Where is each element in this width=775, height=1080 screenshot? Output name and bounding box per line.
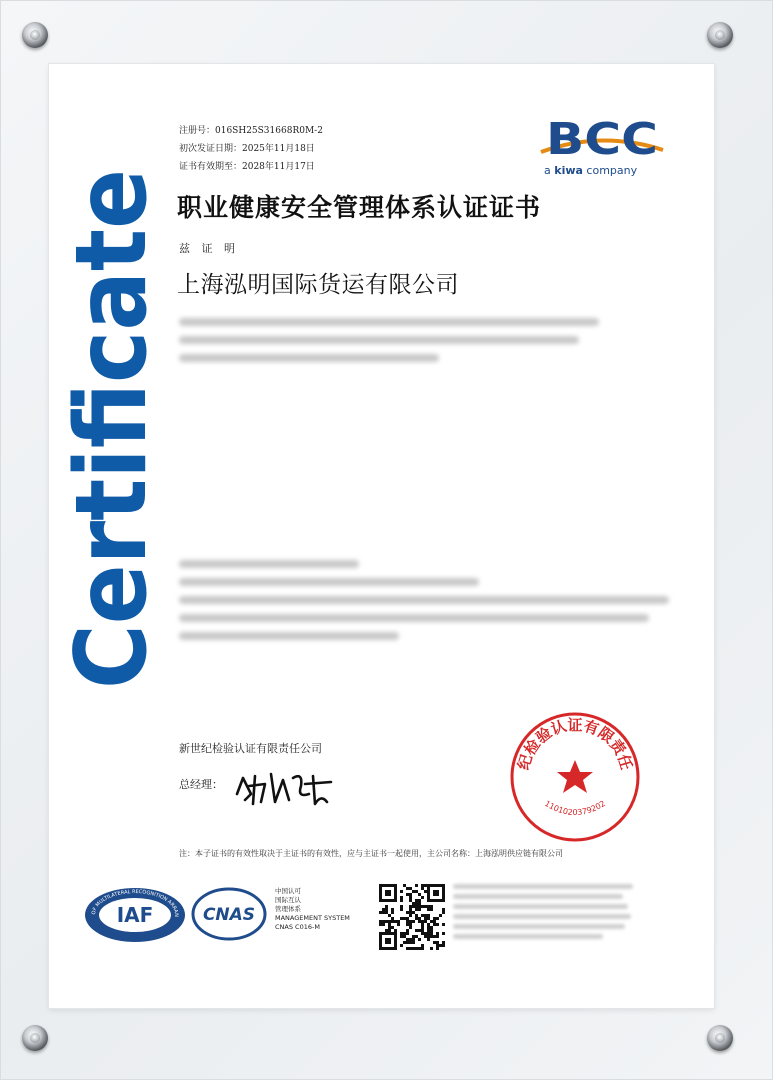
qr-module	[406, 932, 409, 935]
qr-module	[418, 947, 421, 950]
iaf-ring-text: OF MULTILATERAL RECOGNITION ARRAN	[90, 888, 180, 917]
qr-module	[406, 911, 409, 914]
qr-module	[421, 905, 424, 908]
qr-module	[427, 938, 430, 941]
qr-module	[424, 935, 427, 938]
issuer-name: 新世纪检验认证有限责任公司	[179, 742, 322, 755]
mount-screw-bottom-left	[22, 1025, 48, 1051]
qr-module	[418, 899, 421, 902]
qr-module	[400, 890, 403, 893]
qr-module	[385, 908, 388, 911]
qr-module	[415, 908, 418, 911]
qr-module	[412, 941, 415, 944]
qr-module	[406, 938, 409, 941]
certificate-title: 职业健康安全管理体系认证证书	[177, 193, 542, 222]
qr-module	[442, 923, 445, 926]
qr-module	[400, 896, 403, 899]
qr-module	[424, 920, 427, 923]
qr-module	[406, 941, 409, 944]
qr-module	[415, 890, 418, 893]
qr-module	[418, 893, 421, 896]
qr-module	[430, 932, 433, 935]
qr-module	[421, 923, 424, 926]
qr-module	[418, 929, 421, 932]
qr-module	[424, 905, 427, 908]
qr-module	[409, 899, 412, 902]
qr-module	[421, 884, 424, 887]
qr-module	[415, 905, 418, 908]
qr-module	[403, 932, 406, 935]
qr-module	[400, 935, 403, 938]
qr-module	[427, 905, 430, 908]
qr-module	[427, 917, 430, 920]
qr-module	[433, 923, 436, 926]
qr-module	[442, 932, 445, 935]
qr-module	[415, 899, 418, 902]
qr-module	[430, 908, 433, 911]
qr-module	[415, 935, 418, 938]
bcc-logo-text: BCC	[546, 114, 658, 165]
qr-module	[412, 902, 415, 905]
qr-module	[436, 941, 439, 944]
qr-module	[382, 920, 385, 923]
qr-module	[433, 917, 436, 920]
qr-module	[436, 932, 439, 935]
certify-text: 兹 证 明	[179, 242, 239, 255]
company-seal	[508, 710, 642, 844]
qr-module	[394, 920, 397, 923]
scope-text-blurred	[179, 318, 659, 372]
qr-module	[424, 932, 427, 935]
qr-module	[388, 923, 391, 926]
qr-module	[418, 902, 421, 905]
qr-module	[406, 947, 409, 950]
qr-module	[427, 929, 430, 932]
seal-number: 1101020379202	[542, 798, 608, 817]
qr-module	[385, 929, 388, 932]
mount-screw-top-left	[22, 22, 48, 48]
valid-until-date: 证书有效期至：2028年11月17日	[179, 162, 315, 172]
svg-text:新世纪检验认证有限责任公司	[508, 710, 636, 772]
qr-module	[415, 884, 418, 887]
qr-module	[397, 920, 400, 923]
qr-module	[388, 914, 391, 917]
cnas-text: CNAS	[202, 905, 256, 925]
qr-module	[379, 920, 382, 923]
general-manager-label: 总经理：	[179, 778, 223, 791]
qr-module	[418, 905, 421, 908]
qr-module	[430, 935, 433, 938]
qr-module	[421, 926, 424, 929]
qr-module	[430, 905, 433, 908]
cnas-logo	[191, 887, 267, 941]
qr-module	[388, 920, 391, 923]
bcc-contact-info-blurred	[453, 884, 643, 944]
qr-module	[406, 887, 409, 890]
qr-module	[442, 908, 445, 911]
qr-module	[409, 914, 412, 917]
iaf-text: IAF	[116, 903, 154, 927]
qr-module	[409, 896, 412, 899]
qr-module	[433, 920, 436, 923]
qr-code	[377, 882, 447, 952]
bcc-tagline: a kiwa company	[544, 164, 638, 177]
qr-module	[412, 890, 415, 893]
qr-module	[412, 911, 415, 914]
first-issue-date: 初次发证日期：2025年11月18日	[179, 144, 315, 154]
mount-screw-top-right	[707, 22, 733, 48]
qr-module	[388, 926, 391, 929]
qr-module	[442, 941, 445, 944]
qr-module	[403, 917, 406, 920]
certificate-paper	[49, 64, 714, 1008]
qr-module	[409, 941, 412, 944]
qr-module	[436, 923, 439, 926]
qr-module	[400, 917, 403, 920]
qr-module	[409, 923, 412, 926]
qr-module	[415, 929, 418, 932]
footnote: 注：本子证书的有效性取决于主证书的有效性，应与主证书一起使用，主公司名称：上海泓明供应链有限公司	[179, 849, 563, 858]
qr-module	[427, 932, 430, 935]
qr-module	[409, 911, 412, 914]
qr-module	[412, 947, 415, 950]
qr-module	[418, 908, 421, 911]
signature-image	[231, 764, 341, 810]
qr-module	[382, 908, 385, 911]
kiwa-brand: kiwa	[554, 164, 583, 177]
qr-module	[415, 914, 418, 917]
qr-module	[406, 893, 409, 896]
qr-module	[430, 947, 433, 950]
svg-text:1101020379202	[543, 799, 607, 817]
seal-text: 纪检验认证有限责任	[514, 716, 636, 772]
qr-module	[403, 884, 406, 887]
qr-module	[379, 911, 382, 914]
qr-module	[406, 917, 409, 920]
registration-number: 注册号：016SH25S31668R0M-2	[179, 126, 323, 136]
qr-module	[436, 935, 439, 938]
qr-module	[421, 896, 424, 899]
qr-module	[439, 944, 442, 947]
qr-module	[400, 905, 403, 908]
qr-module	[418, 938, 421, 941]
qr-module	[424, 884, 427, 887]
qr-module	[436, 944, 439, 947]
qr-module	[415, 917, 418, 920]
qr-module	[442, 944, 445, 947]
qr-module	[439, 914, 442, 917]
qr-module	[391, 917, 394, 920]
qr-module	[385, 920, 388, 923]
qr-module	[433, 935, 436, 938]
qr-module	[421, 887, 424, 890]
qr-module	[406, 929, 409, 932]
qr-module	[421, 920, 424, 923]
qr-module	[412, 920, 415, 923]
qr-module	[385, 911, 388, 914]
qr-module	[397, 923, 400, 926]
certificate-meta	[179, 122, 323, 176]
qr-module	[400, 944, 403, 947]
qr-module	[421, 929, 424, 932]
qr-module	[409, 887, 412, 890]
mount-screw-bottom-right	[707, 1025, 733, 1051]
qr-module	[406, 923, 409, 926]
qr-module	[409, 893, 412, 896]
qr-module	[427, 914, 430, 917]
qr-module	[421, 914, 424, 917]
qr-module	[442, 911, 445, 914]
qr-module	[391, 911, 394, 914]
qr-module	[400, 899, 403, 902]
qr-module	[385, 905, 388, 908]
qr-module	[427, 908, 430, 911]
qr-module	[382, 911, 385, 914]
registration-details-blurred	[179, 560, 659, 650]
qr-module	[403, 935, 406, 938]
qr-module	[430, 926, 433, 929]
qr-module	[421, 947, 424, 950]
star-icon	[557, 760, 593, 793]
qr-module	[436, 917, 439, 920]
qr-module	[427, 935, 430, 938]
qr-module	[433, 941, 436, 944]
certificate-word: Certificate	[55, 124, 165, 689]
qr-module	[424, 914, 427, 917]
qr-module	[430, 920, 433, 923]
qr-module	[418, 920, 421, 923]
qr-module	[388, 929, 391, 932]
qr-module	[391, 920, 394, 923]
qr-module	[400, 932, 403, 935]
qr-module	[409, 926, 412, 929]
qr-module	[409, 905, 412, 908]
qr-module	[424, 917, 427, 920]
qr-module	[400, 908, 403, 911]
iaf-logo	[83, 887, 187, 943]
vertical-certificate-label	[53, 124, 165, 724]
qr-module	[421, 932, 424, 935]
company-name: 上海泓明国际货运有限公司	[177, 272, 459, 298]
qr-module	[391, 908, 394, 911]
qr-module	[412, 905, 415, 908]
qr-module	[409, 920, 412, 923]
qr-module	[424, 890, 427, 893]
qr-module	[403, 941, 406, 944]
qr-module	[409, 938, 412, 941]
qr-module	[382, 923, 385, 926]
qr-module	[418, 917, 421, 920]
qr-module	[427, 926, 430, 929]
qr-module	[412, 935, 415, 938]
qr-module	[415, 947, 418, 950]
qr-module	[427, 923, 430, 926]
qr-module	[409, 908, 412, 911]
qr-module	[430, 929, 433, 932]
qr-module	[379, 923, 382, 926]
qr-module	[406, 920, 409, 923]
cnas-description: 中国认可 国际互认 管理体系 MANAGEMENT SYSTEM CNAS C016-M	[275, 887, 350, 931]
qr-module	[412, 938, 415, 941]
qr-module	[409, 947, 412, 950]
qr-module	[436, 947, 439, 950]
qr-module	[394, 929, 397, 932]
qr-module	[415, 902, 418, 905]
qr-module	[421, 944, 424, 947]
qr-module	[391, 926, 394, 929]
